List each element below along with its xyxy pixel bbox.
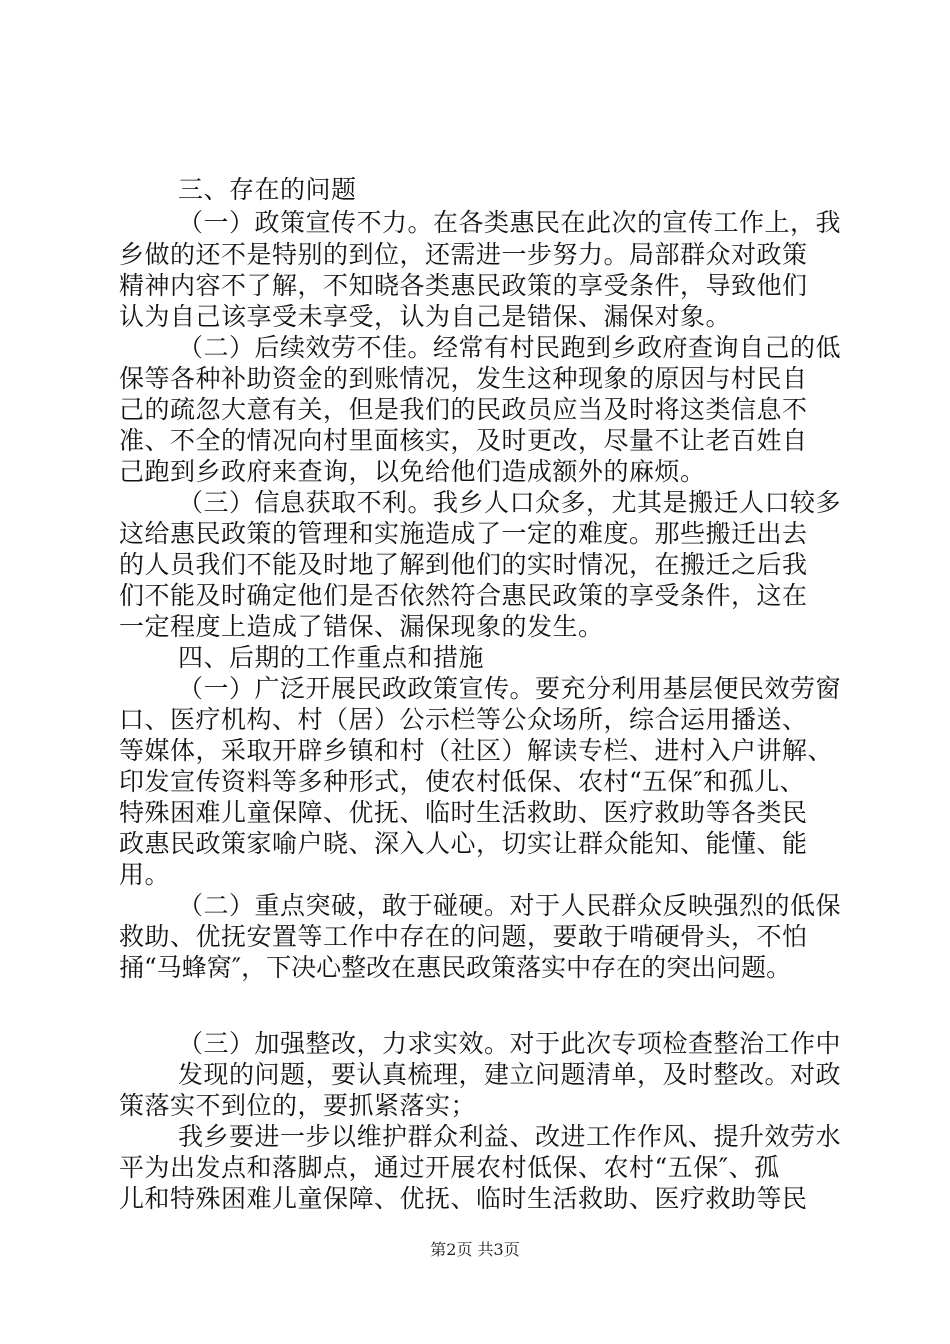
paragraph-line: 救助、优抚安置等工作中存在的问题，要敢于啃硬骨头，不怕 [119, 922, 808, 951]
paragraph-line: （三）信息获取不利。我乡人口众多，尤其是搬迁人口较多 [178, 488, 842, 517]
paragraph-line: 保等各种补助资金的到账情况，发生这种现象的原因与村民自 [119, 364, 808, 393]
paragraph-line: （二）重点突破，敢于碰硬。对于人民群众反映强烈的低保 [178, 891, 842, 920]
paragraph-line: 特殊困难儿童保障、优抚、临时生活救助、医疗救助等各类民 [119, 798, 808, 827]
paragraph-line: 们不能及时确定他们是否依然符合惠民政策的享受条件，这在 [119, 581, 808, 610]
page-footer: 第2页 共3页 [430, 1240, 520, 1259]
paragraph-line: 准、不全的情况向村里面核实，及时更改，尽量不让老百姓自 [119, 426, 808, 455]
paragraph-line: 平为出发点和落脚点，通过开展农村低保、农村“五保″、孤 [119, 1153, 780, 1182]
section-heading-3: 三、存在的问题 [178, 175, 357, 204]
paragraph-line: （一）广泛开展民政政策宣传。要充分利用基层便民效劳窗 [178, 674, 842, 703]
paragraph-line: 乡做的还不是特别的到位，还需进一步努力。局部群众对政策 [119, 240, 808, 269]
paragraph-line: 等媒体，采取开辟乡镇和村（社区）解读专栏、进村入户讲解、 [119, 736, 834, 765]
paragraph-line: 儿和特殊困难儿童保障、优抚、临时生活救助、医疗救助等民 [119, 1184, 808, 1213]
paragraph-line: 的人员我们不能及时地了解到他们的实时情况，在搬迁之后我 [119, 550, 808, 579]
paragraph-line: 己的疏忽大意有关，但是我们的民政员应当及时将这类信息不 [119, 395, 808, 424]
paragraph-line: 我乡要进一步以维护群众利益、改进工作作风、提升效劳水 [178, 1122, 842, 1151]
paragraph-line: （一）政策宣传不力。在各类惠民在此次的宣传工作上，我 [178, 208, 842, 237]
section-heading-4: 四、后期的工作重点和措施 [178, 643, 485, 672]
paragraph-line: （三）加强整改，力求实效。对于此次专项检查整治工作中 [178, 1029, 842, 1058]
paragraph-line: 一定程度上造成了错保、漏保现象的发生。 [119, 612, 604, 641]
paragraph-line: 认为自己该享受未享受，认为自己是错保、漏保对象。 [119, 302, 732, 331]
paragraph-line: 捅“马蜂窝″，下决心整改在惠民政策落实中存在的突出问题。 [119, 953, 792, 982]
paragraph-line: 用。 [119, 860, 171, 889]
paragraph-line: （二）后续效劳不佳。经常有村民跑到乡政府查询自己的低 [178, 333, 842, 362]
paragraph-line: 己跑到乡政府来查询，以免给他们造成额外的麻烦。 [119, 457, 706, 486]
paragraph-line: 这给惠民政策的管理和实施造成了一定的难度。那些搬迁出去 [119, 519, 808, 548]
paragraph-line: 策落实不到位的，要抓紧落实； [119, 1091, 477, 1120]
paragraph-line: 口、医疗机构、村（居）公示栏等公众场所，综合运用播送、 [119, 705, 808, 734]
paragraph-line: 政惠民政策家喻户晓、深入人心，切实让群众能知、能懂、能 [119, 829, 808, 858]
paragraph-line: 精神内容不了解，不知晓各类惠民政策的享受条件，导致他们 [119, 271, 808, 300]
paragraph-line: 发现的问题，要认真梳理，建立问题清单，及时整改。对政 [178, 1060, 842, 1089]
paragraph-line: 印发宣传资料等多种形式，使农村低保、农村“五保″和孤儿、 [119, 767, 806, 796]
